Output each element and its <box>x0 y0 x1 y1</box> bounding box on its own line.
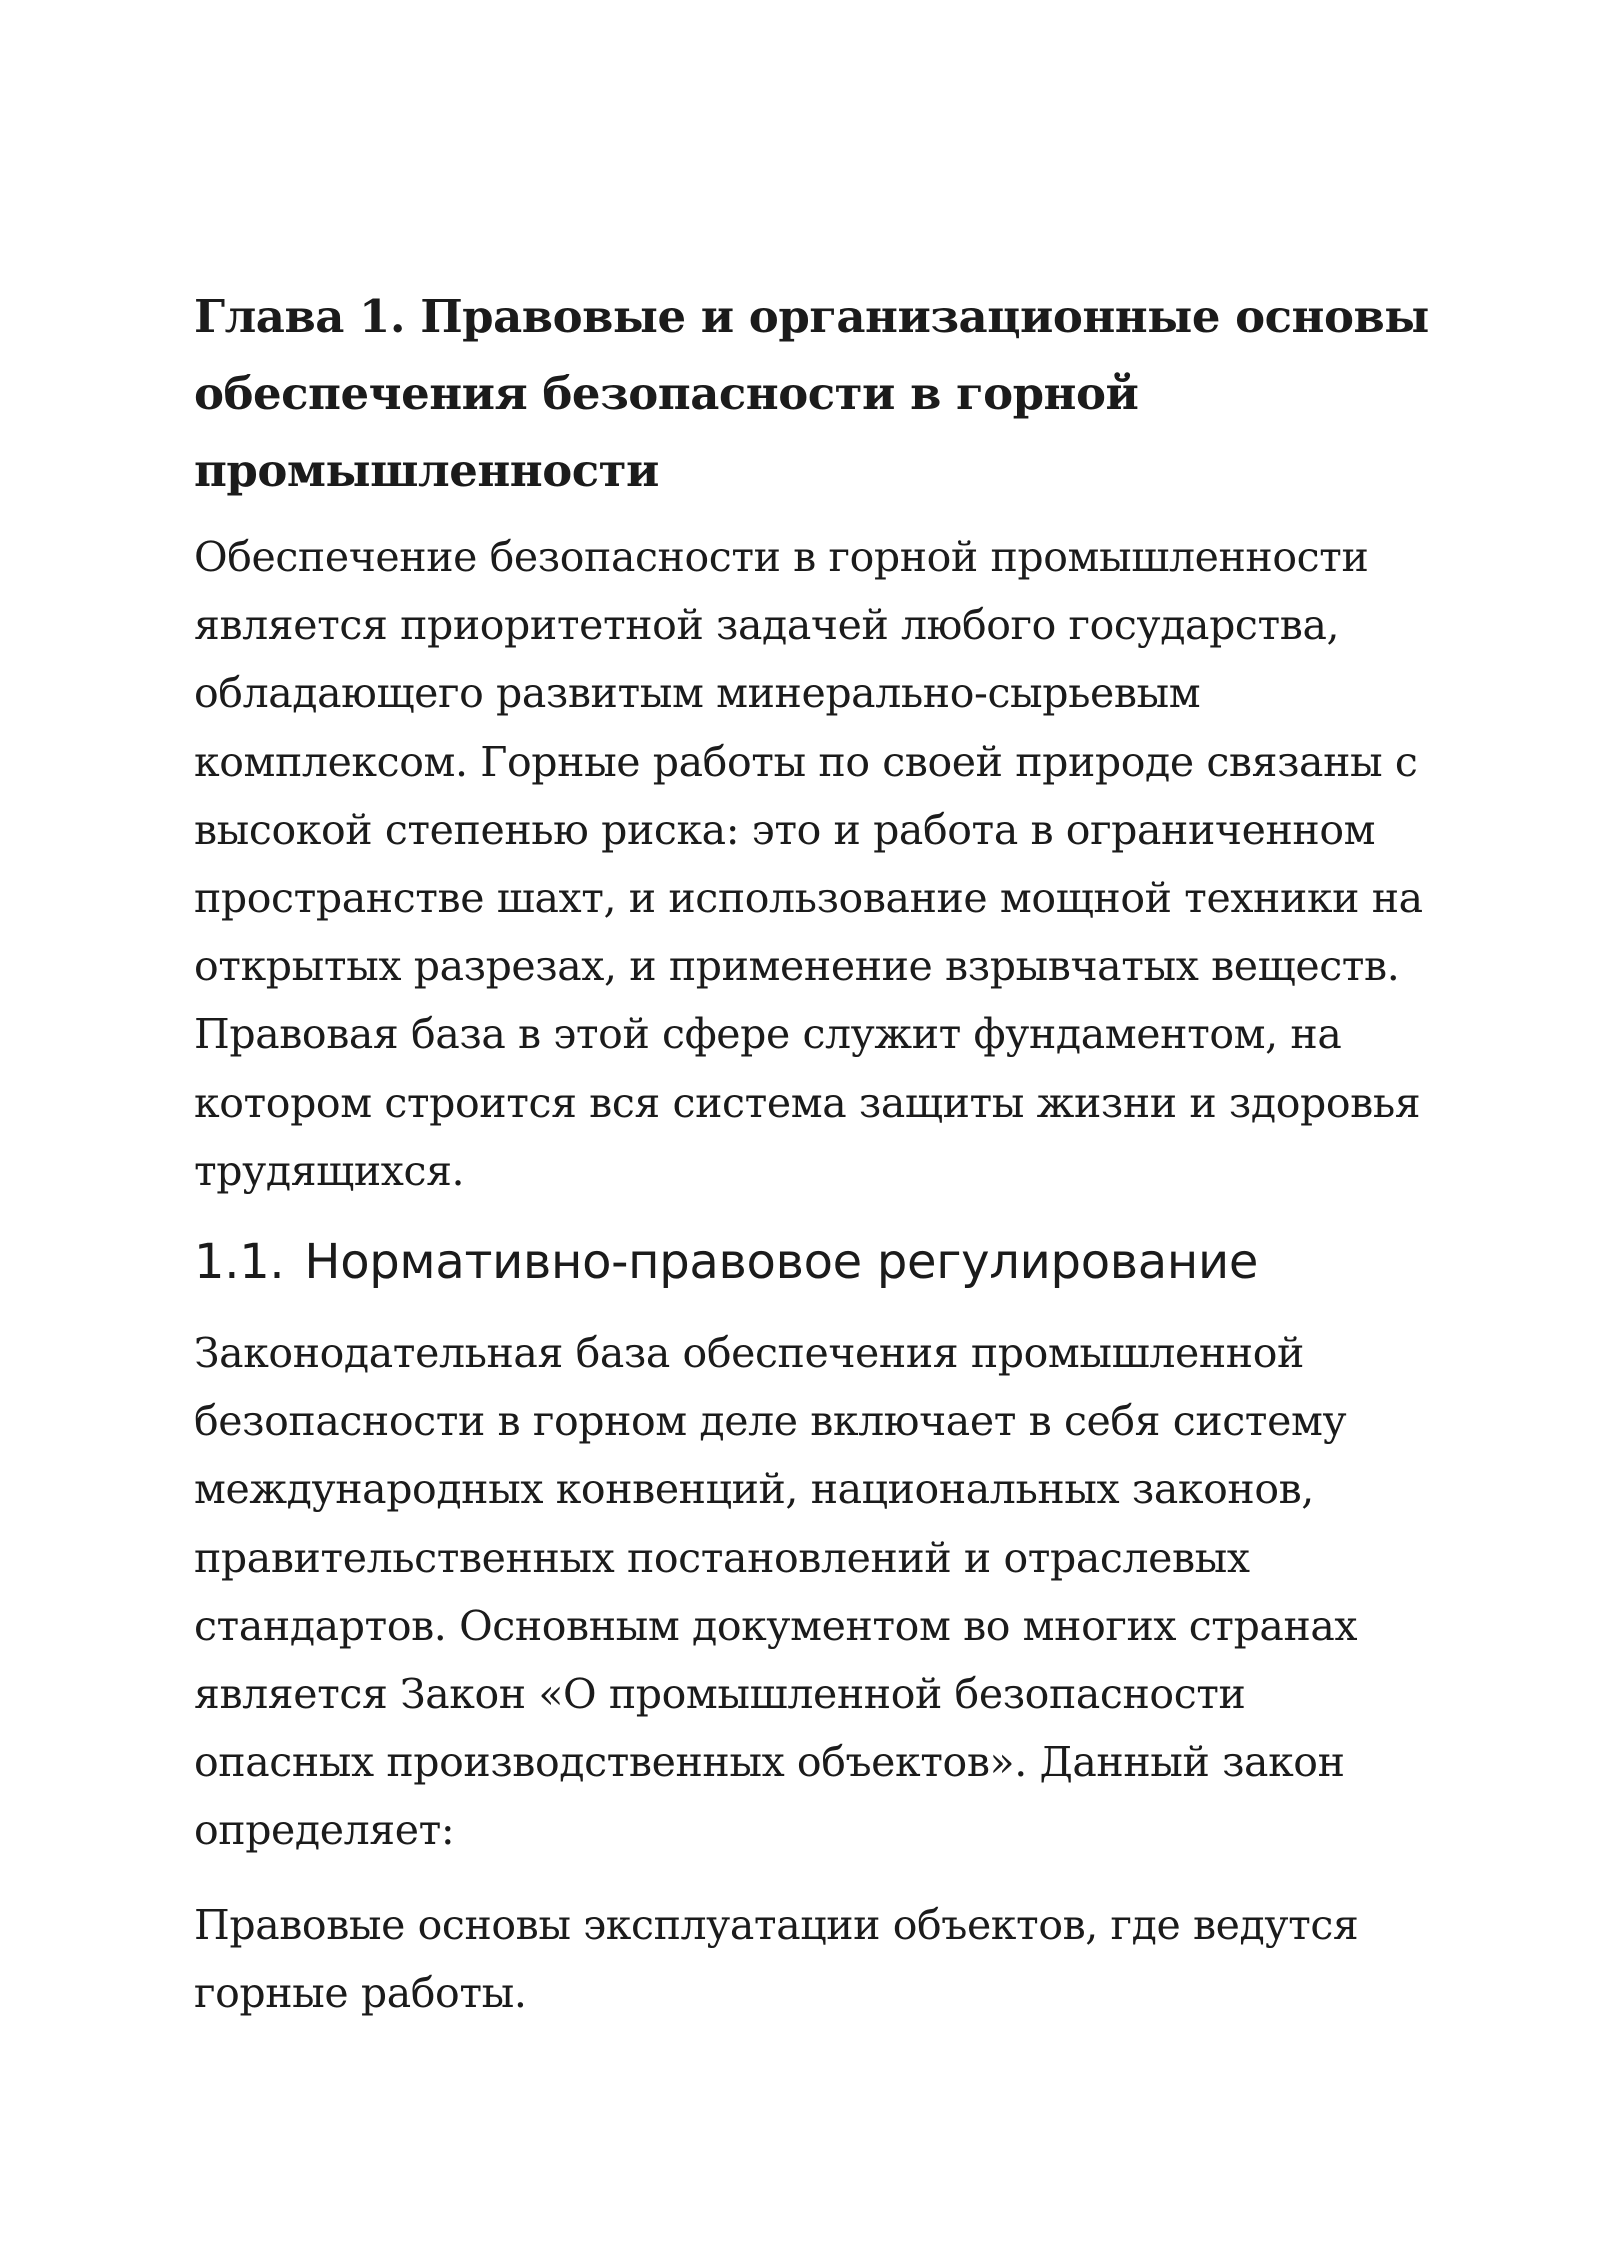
chapter-title: Глава 1. Правовые и организационные основы обеспечения безопасности в горной промышленности <box>194 290 1429 497</box>
intro-paragraph: Обеспечение безопасности в горной промышленности является приоритетной задачей любого государства, обладающего развитым минерально-сырьевым комплексом. Горные работы по своей природе связаны с высокой степенью риска: это и работа в ограниченном пространстве шахт, и использование мощной техники на открытых разрезах, и применение взрывчатых веществ. Правовая база в этой сфере служит фундаментом, на котором строится вся система защиты жизни и здоровья трудящихся. <box>194 533 1423 1195</box>
section-paragraph-1: Законодательная база обеспечения промышленной безопасности в горном деле включает в себя систему международных конвенций, национальных законов, правительственных постановлений и отраслевых стандартов. Основным документом во многих странах является Закон «О промышленной безопасности опасных производственных объектов». Данный закон определяет: <box>194 1329 1358 1855</box>
section-title: Нормативно-правовое регулирование <box>304 1234 1259 1291</box>
section-heading <box>194 1227 1434 1297</box>
document-page <box>194 278 1434 2027</box>
section-paragraph-2: Правовые основы эксплуатации объектов, где ведутся горные работы. <box>194 1900 1359 2017</box>
section-number: 1.1. <box>194 1234 285 1291</box>
